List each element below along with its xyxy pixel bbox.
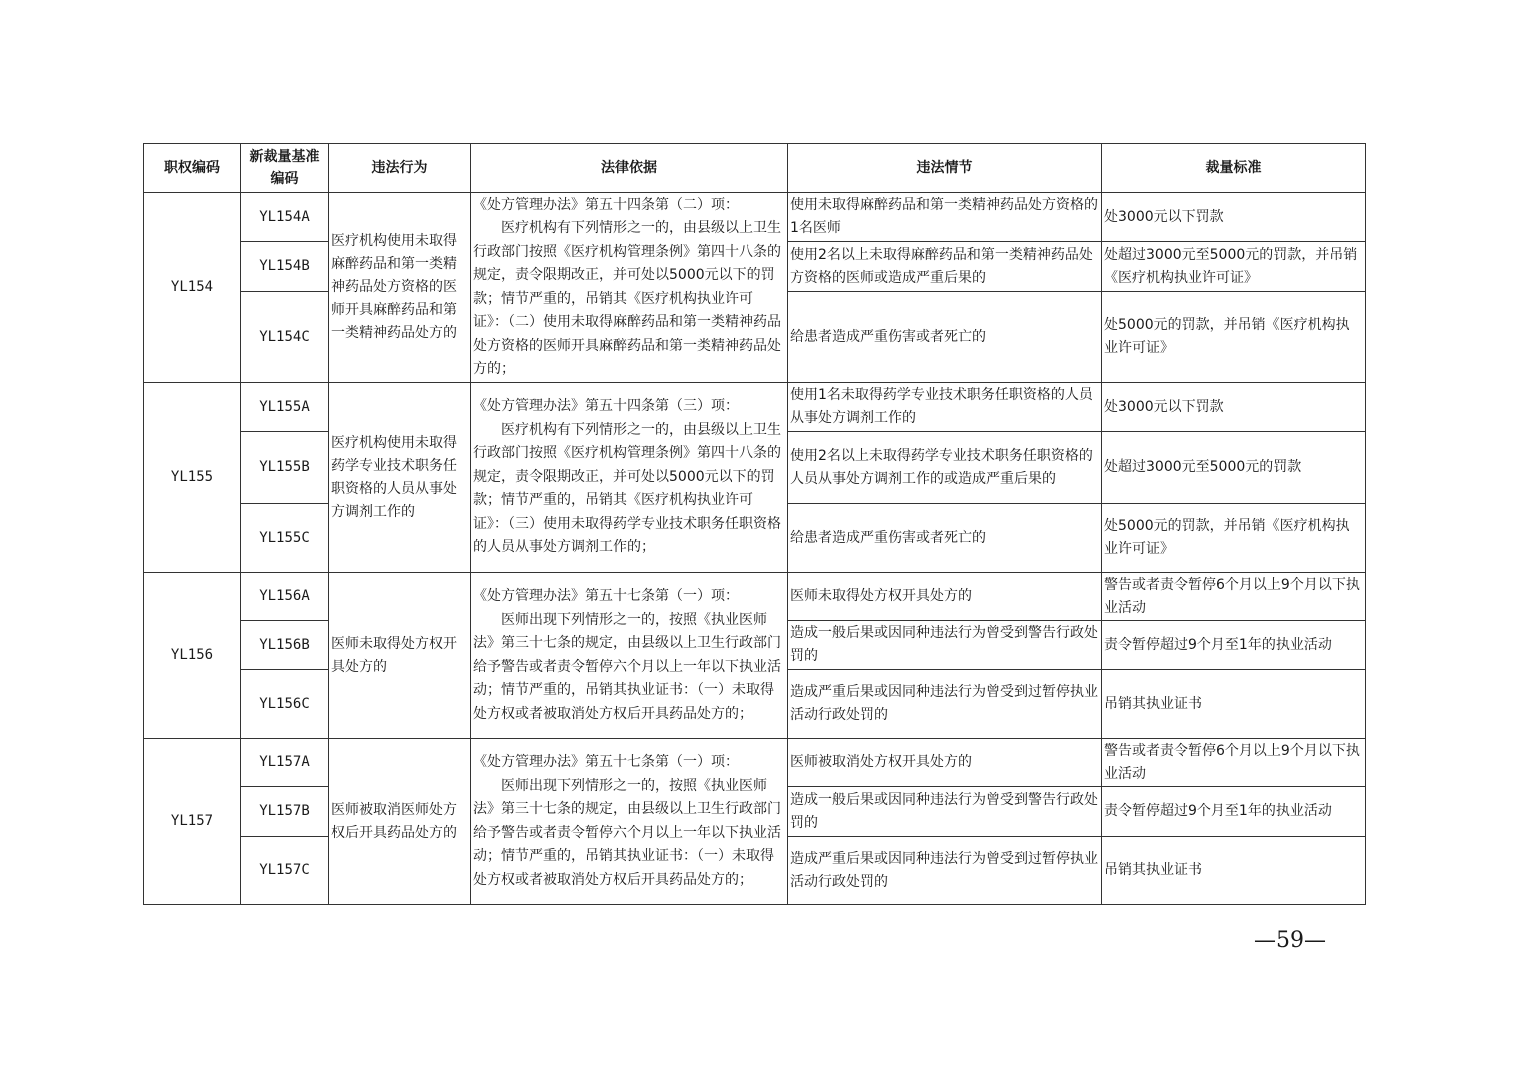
basis-title: 《处方管理办法》第五十四条第（三）项：: [473, 398, 739, 415]
standard: 处超过3000元至5000元的罚款，并吊销《医疗机构执业许可证》: [1102, 242, 1366, 292]
sub-code: YL154B: [241, 242, 329, 292]
header-legal-basis: 法律依据: [471, 144, 788, 193]
legal-basis: [471, 193, 788, 383]
header-violation: 违法行为: [329, 144, 471, 193]
violation-text: 医师未取得处方权开具处方的: [329, 573, 471, 739]
sub-code: YL155B: [241, 432, 329, 504]
basis-title: 《处方管理办法》第五十四条第（二）项：: [473, 196, 739, 213]
sub-code: YL156B: [241, 621, 329, 670]
basis-body: 医疗机构有下列情形之一的，由县级以上卫生行政部门按照《医疗机构管理条例》第四十八条的规定，责令限期改正，并可处以5000元以下的罚款；情节严重的，吊销其《医疗机构执业许可证》：（三）使用未取得药学专业技术职务任职资格的人员从事处方调剂工作的；: [473, 421, 781, 556]
basis-body: 医师出现下列情形之一的，按照《执业医师法》第三十七条的规定，由县级以上卫生行政部门给予警告或者责令暂停六个月以上一年以下执业活动；情节严重的，吊销其执业证书：（一）未取得处方权或者被取消处方权后开具药品处方的；: [473, 777, 781, 888]
header-authority-code: 职权编码: [144, 144, 241, 193]
circumstance: 造成严重后果或因同种违法行为曾受到过暂停执业活动行政处罚的: [788, 837, 1102, 905]
basis-body: 医师出现下列情形之一的，按照《执业医师法》第三十七条的规定，由县级以上卫生行政部门给予警告或者责令暂停六个月以上一年以下执业活动；情节严重的，吊销其执业证书：（一）未取得处方权或者被取消处方权后开具药品处方的；: [473, 611, 781, 722]
sub-code: YL156A: [241, 573, 329, 621]
standard: 吊销其执业证书: [1102, 670, 1366, 739]
sub-code: YL157C: [241, 837, 329, 905]
table-row: [144, 383, 1366, 432]
authority-code: YL157: [144, 739, 241, 905]
circumstance: 使用2名以上未取得麻醉药品和第一类精神药品处方资格的医师或造成严重后果的: [788, 242, 1102, 292]
circumstance: 使用2名以上未取得药学专业技术职务任职资格的人员从事处方调剂工作的或造成严重后果的: [788, 432, 1102, 504]
circumstance: 使用1名未取得药学专业技术职务任职资格的人员从事处方调剂工作的: [788, 383, 1102, 432]
sub-code: YL155C: [241, 504, 329, 573]
table-row: [144, 739, 1366, 787]
violation-text: 医疗机构使用未取得麻醉药品和第一类精神药品处方资格的医师开具麻醉药品和第一类精神药品处方的: [329, 193, 471, 383]
circumstance: 医师被取消处方权开具处方的: [788, 739, 1102, 787]
authority-code: YL156: [144, 573, 241, 739]
standard: 处3000元以下罚款: [1102, 383, 1366, 432]
basis-body: 医疗机构有下列情形之一的，由县级以上卫生行政部门按照《医疗机构管理条例》第四十八条的规定，责令限期改正，并可处以5000元以下的罚款；情节严重的，吊销其《医疗机构执业许可证》：（二）使用未取得麻醉药品和第一类精神药品处方资格的医师开具麻醉药品和第一类精神药品处方的；: [473, 220, 781, 377]
circumstance: 造成严重后果或因同种违法行为曾受到过暂停执业活动行政处罚的: [788, 670, 1102, 739]
table-header-row: [144, 144, 1366, 193]
legal-basis: [471, 739, 788, 905]
basis-title: 《处方管理办法》第五十七条第（一）项：: [473, 588, 739, 604]
circumstance: 医师未取得处方权开具处方的: [788, 573, 1102, 621]
sub-code: YL156C: [241, 670, 329, 739]
sub-code: YL154A: [241, 193, 329, 242]
header-standard: 裁量标准: [1102, 144, 1366, 193]
sub-code: YL155A: [241, 383, 329, 432]
circumstance: 造成一般后果或因同种违法行为曾受到警告行政处罚的: [788, 787, 1102, 837]
sub-code: YL157B: [241, 787, 329, 837]
header-circumstance: 违法情节: [788, 144, 1102, 193]
circumstance: 给患者造成严重伤害或者死亡的: [788, 292, 1102, 383]
standard: 处3000元以下罚款: [1102, 193, 1366, 242]
penalty-standards-table: [143, 143, 1366, 905]
standard: 吊销其执业证书: [1102, 837, 1366, 905]
standard: 处5000元的罚款，并吊销《医疗机构执业许可证》: [1102, 292, 1366, 383]
standard: 处超过3000元至5000元的罚款: [1102, 432, 1366, 504]
basis-title: 《处方管理办法》第五十七条第（一）项：: [473, 754, 739, 770]
authority-code: YL154: [144, 193, 241, 383]
standard: 警告或者责令暂停6个月以上9个月以下执业活动: [1102, 573, 1366, 621]
standard: 责令暂停超过9个月至1年的执业活动: [1102, 621, 1366, 670]
authority-code: YL155: [144, 383, 241, 573]
sub-code: YL157A: [241, 739, 329, 787]
table-row: [144, 573, 1366, 621]
header-new-code: 新裁量基准编码: [241, 144, 329, 193]
violation-text: 医师被取消医师处方权后开具药品处方的: [329, 739, 471, 905]
standard: 责令暂停超过9个月至1年的执业活动: [1102, 787, 1366, 837]
legal-basis: [471, 573, 788, 739]
circumstance: 造成一般后果或因同种违法行为曾受到警告行政处罚的: [788, 621, 1102, 670]
circumstance: 给患者造成严重伤害或者死亡的: [788, 504, 1102, 573]
sub-code: YL154C: [241, 292, 329, 383]
legal-basis: [471, 383, 788, 573]
standard: 处5000元的罚款，并吊销《医疗机构执业许可证》: [1102, 504, 1366, 573]
table-row: [144, 193, 1366, 242]
standard: 警告或者责令暂停6个月以上9个月以下执业活动: [1102, 739, 1366, 787]
page-number: —59—: [1254, 928, 1326, 953]
circumstance: 使用未取得麻醉药品和第一类精神药品处方资格的1名医师: [788, 193, 1102, 242]
violation-text: 医疗机构使用未取得药学专业技术职务任职资格的人员从事处方调剂工作的: [329, 383, 471, 573]
